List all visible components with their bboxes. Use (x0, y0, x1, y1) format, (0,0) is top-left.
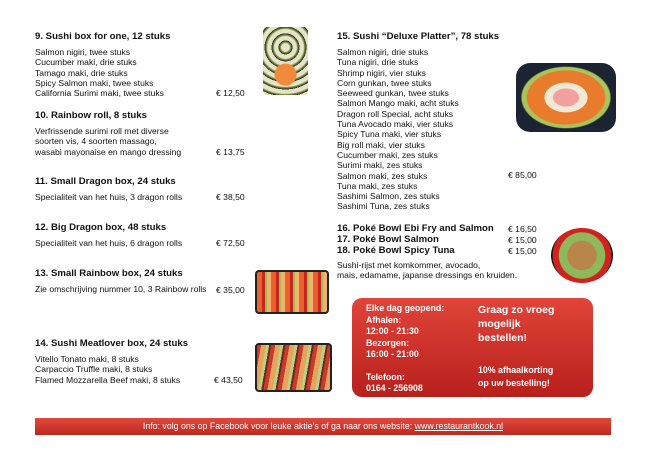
menu-item-15 (337, 31, 499, 212)
website-link[interactable]: www.restaurantkook.nl (414, 421, 504, 431)
menu-item-12 (35, 222, 182, 248)
item-title: 10. Rainbow roll, 8 stuks (35, 110, 147, 121)
sushi-box-photo (263, 27, 308, 95)
info-banner (35, 418, 611, 435)
hours-line: Bezorgen: (366, 337, 410, 348)
hours-line: Elke dag geopend: (366, 303, 445, 313)
poke-prices (508, 224, 537, 257)
menu-item-10 (35, 110, 181, 157)
discount-line: op uw bestelling! (478, 378, 550, 388)
poke-price: € 16,50 (508, 224, 537, 234)
poke-item-name: 17. Poké Bowl Salmon (337, 234, 439, 245)
item-line: Tuna maki, zes stuks (337, 180, 418, 191)
item-line: Carpaccio Truffle maki, 8 stuks (35, 364, 153, 375)
item-line: Salmon nigiri, drie stuks (337, 47, 429, 57)
item-line: Specialiteit van het huis, 6 dragon rolls (35, 238, 183, 248)
poke-price: € 15,00 (508, 235, 537, 245)
promo-line: bestellen! (478, 332, 528, 344)
item-line: Salmon Mango maki, acht stuks (337, 98, 459, 109)
opening-hours-box (352, 298, 593, 397)
item-line: Zie omschrijving nummer 10, 3 Rainbow rolls (35, 284, 207, 294)
item-title: 14. Sushi Meatlover box, 24 stuks (35, 338, 189, 349)
item-title: 11. Small Dragon box, 24 stuks (35, 176, 176, 187)
item-line: Cucumber maki, zes stuks (337, 149, 438, 160)
poke-item-name: 18. Poké Bowl Spicy Tuna (337, 245, 455, 256)
phone-label: Telefoon: (366, 371, 405, 382)
item-price: € 43,50 (214, 375, 243, 385)
item-line: Big roll maki, vier stuks (337, 139, 425, 150)
item-price: € 85,00 (508, 170, 537, 180)
item-line: Verfrissende surimi roll met diverse (35, 126, 169, 136)
item-line: Salmon nigiri, twee stuks (35, 47, 131, 57)
poke-desc: mais, edamame, japanse dressings en kruiden. (337, 270, 518, 281)
item-price: € 38,50 (216, 192, 245, 202)
item-title: 12. Big Dragon box, 48 stuks (35, 222, 167, 233)
phone-number: 0164 - 256908 (366, 383, 423, 393)
item-line: Surimi maki, zes stuks (337, 160, 423, 171)
menu-item-9 (35, 31, 170, 98)
hours-line: 12:00 - 21:30 (366, 326, 419, 336)
poke-price: € 15,00 (508, 246, 537, 256)
meatlover-box-photo (255, 343, 332, 392)
item-line: Corn gunkan, twee stuks (337, 77, 432, 88)
item-title: 9. Sushi box for one, 12 stuks (35, 31, 171, 42)
item-line: Sashimi Tuna, zes stuks (337, 201, 430, 212)
item-line: Dragon roll Special, acht stuks (337, 108, 454, 119)
item-title: 15. Sushi “Deluxe Platter”, 78 stuks (337, 31, 500, 42)
item-line: California Surimi maki, twee stuks (35, 88, 164, 99)
item-title: 13. Small Rainbow box, 24 stuks (35, 268, 183, 279)
hours-line: 16:00 - 21:00 (366, 349, 419, 359)
deluxe-lines (337, 47, 499, 212)
item-line: Shrimp nigiri, vier stuks (337, 67, 426, 78)
menu-item-13 (35, 268, 206, 294)
poke-item-name: 16. Poké Bowl Ebi Fry and Salmon (337, 223, 494, 234)
poke-bowls (337, 223, 517, 281)
item-line: Salmon maki, zes stuks (337, 170, 428, 181)
item-line: Spicy Tuna maki, vier stuks (337, 129, 442, 140)
item-line: Sashimi Salmon, zes stuks (337, 191, 440, 202)
item-price: € 72,50 (216, 238, 245, 248)
deluxe-platter-photo (516, 63, 616, 132)
poke-bowl-photo (551, 228, 613, 283)
menu-item-11 (35, 176, 182, 202)
item-line: Spicy Salmon maki, twee stuks (35, 77, 154, 88)
promo-line: mogelijk (478, 318, 521, 330)
hours-line: Afhalen: (366, 314, 402, 325)
discount-line: 10% afhaalkorting (478, 365, 554, 375)
item-line: Tamago maki, drie stuks (35, 67, 128, 78)
promo-line: Graag zo vroeg (478, 304, 555, 316)
item-line: soorten vis, 4 soorten massago, (35, 136, 157, 147)
item-line: Seeweed gunkan, twee stuks (337, 88, 449, 99)
item-line: Vitello Tonato maki, 8 stuks (35, 354, 139, 364)
menu-item-14 (35, 338, 188, 385)
item-line: Specialiteit van het huis, 3 dragon rolls (35, 192, 183, 202)
item-price: € 13,75 (216, 147, 245, 157)
item-price: € 12,50 (216, 88, 245, 98)
item-line: Cucumber maki, drie stuks (35, 57, 137, 68)
poke-desc: Sushi-rijst met komkommer, avocado, (337, 260, 481, 270)
item-price: € 35,00 (216, 285, 245, 295)
banner-text: Info: volg ons op Facebook voor leuke aktie’s of ga naar ons website: (142, 421, 415, 431)
item-line: Tuna nigiri, drie stuks (337, 57, 419, 68)
item-line: Flamed Mozzarella Beef maki, 8 stuks (35, 374, 181, 385)
rainbow-box-photo (255, 270, 329, 314)
item-line: wasabi mayonaise en mango dressing (35, 146, 182, 157)
item-line: Tuna Avocado maki, vier stuks (337, 119, 454, 130)
